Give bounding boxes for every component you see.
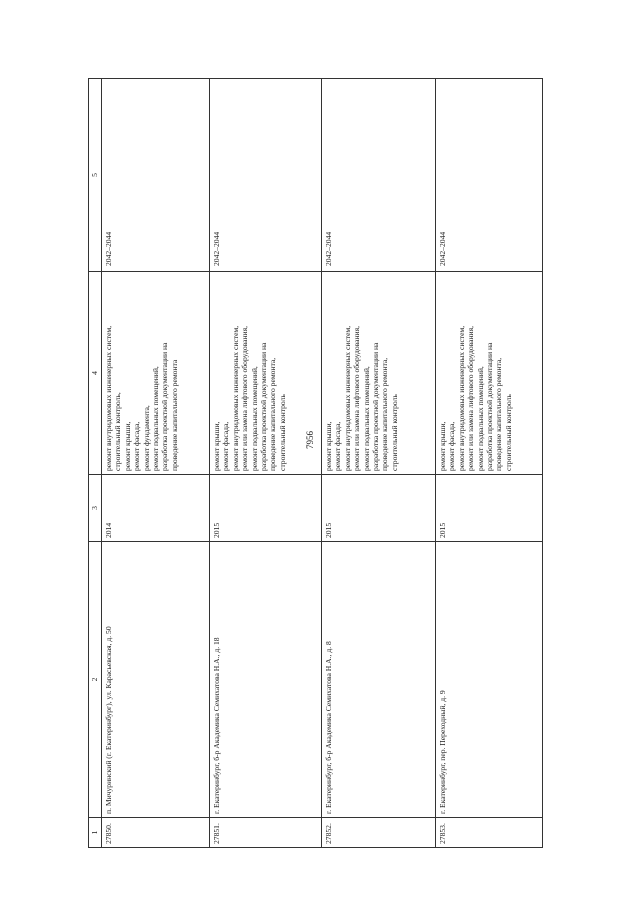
work-item: ремонт крыши, [122, 421, 132, 471]
row-number: 27850. [102, 817, 209, 847]
row-number: 27852. [322, 817, 435, 847]
year-value: 2015 [438, 522, 447, 538]
work-item: ремонт крыши, [438, 421, 447, 471]
period-value: 2042–2044 [212, 231, 221, 266]
work-item: ремонт или замена лифтового оборудования, [466, 326, 476, 471]
work-item: ремонт фундамента, [141, 405, 151, 471]
works-cell [102, 271, 209, 474]
period-value: 2042–2044 [324, 231, 333, 266]
work-item: проведение капитального ремонта, [494, 357, 504, 471]
work-item: ремонт внутридомовых инженерных систем, [342, 325, 352, 471]
table-row [436, 79, 542, 847]
work-item: строительный контроль [503, 394, 513, 471]
repair-schedule-table [88, 78, 543, 848]
work-item: ремонт подвальных помещений, [475, 366, 485, 471]
work-item: ремонт фасада, [447, 421, 457, 471]
year-cell [436, 474, 542, 541]
work-item: ремонт внутридомовых инженерных систем, [230, 325, 240, 471]
address-cell: г. Екатеринбург, б-р Академика Семихатова Н.А., д. 18 [210, 541, 321, 817]
address-cell: п. Мичуринский (г. Екатеринбург), ул. Карасьевская, д. 50 [102, 541, 209, 817]
year-value: 2015 [324, 522, 333, 538]
work-item: разработка проектной документации на [259, 342, 269, 471]
row-number: 27853. [436, 817, 542, 847]
work-item: ремонт или замена лифтового оборудования, [352, 326, 362, 471]
header-col-4: 4 [89, 271, 101, 474]
work-item: ремонт фасада, [221, 421, 231, 471]
page-number: 7956 [305, 431, 315, 449]
address-cell: г. Екатеринбург, б-р Академика Семихатова Н.А., д. 8 [322, 541, 435, 817]
table-container [88, 78, 543, 848]
works-cell [210, 271, 321, 474]
table-row [210, 79, 322, 847]
work-item: строительный контроль, [113, 392, 123, 471]
work-item: ремонт или замена лифтового оборудования, [240, 326, 250, 471]
year-cell [210, 474, 321, 541]
period-value: 2042–2044 [104, 231, 113, 266]
table-header-row [89, 79, 102, 847]
works-cell [436, 271, 542, 474]
header-col-1: 1 [89, 817, 101, 847]
work-item: строительный контроль [389, 394, 399, 471]
work-item: проведение капитального ремонта [169, 359, 179, 471]
work-item: ремонт подвальных помещений, [151, 366, 161, 471]
address-cell: г. Екатеринбург, пер. Переходный, д. 9 [436, 541, 542, 817]
year-cell [102, 474, 209, 541]
year-value: 2014 [104, 522, 113, 538]
period-cell [210, 79, 321, 271]
period-cell [322, 79, 435, 271]
row-number: 27851. [210, 817, 321, 847]
work-item: ремонт подвальных помещений, [249, 366, 259, 471]
work-item: ремонт крыши, [324, 421, 333, 471]
period-cell [436, 79, 542, 271]
table-row [102, 79, 210, 847]
year-cell [322, 474, 435, 541]
work-item: проведение капитального ремонта, [268, 357, 278, 471]
work-item: проведение капитального ремонта, [380, 357, 390, 471]
work-item: ремонт внутридомовых инженерных систем, [104, 325, 113, 471]
work-item: ремонт фасада, [333, 421, 343, 471]
period-cell [102, 79, 209, 271]
header-col-3: 3 [89, 474, 101, 541]
work-item: ремонт крыши, [212, 421, 221, 471]
header-col-5: 5 [90, 173, 99, 177]
work-item: ремонт подвальных помещений, [361, 366, 371, 471]
work-item: строительный контроль [277, 394, 287, 471]
table-row [322, 79, 436, 847]
work-item: ремонт внутридомовых инженерных систем, [456, 325, 466, 471]
year-value: 2015 [212, 522, 221, 538]
work-item: разработка проектной документации на [371, 342, 381, 471]
works-cell [322, 271, 435, 474]
period-value: 2042–2044 [438, 231, 447, 266]
work-item: разработка проектной документации на [160, 342, 170, 471]
header-col-2: 2 [89, 541, 101, 817]
work-item: разработка проектной документации на [485, 342, 495, 471]
work-item: ремонт фасада, [132, 421, 142, 471]
